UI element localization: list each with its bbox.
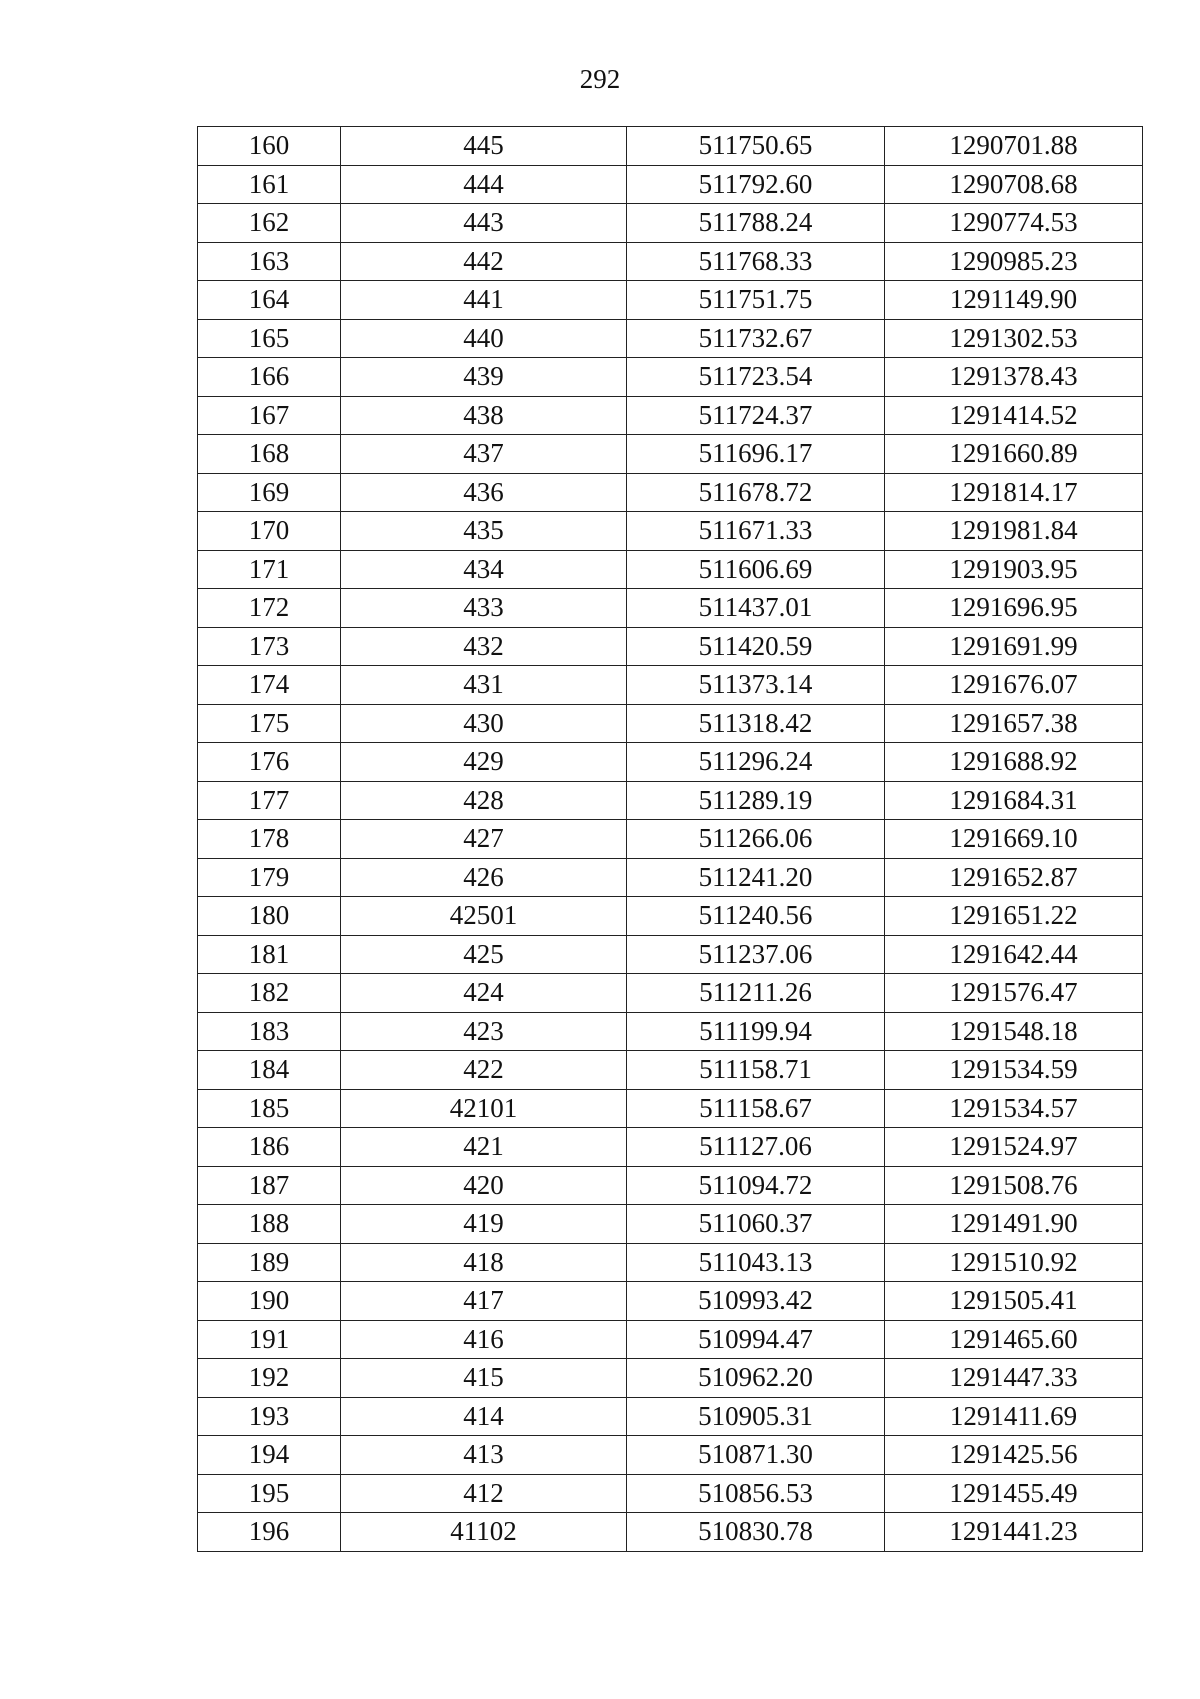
y-coordinate-cell: 1291441.23: [885, 1513, 1143, 1552]
point-id-cell: 413: [341, 1436, 627, 1475]
point-id-cell: 428: [341, 781, 627, 820]
point-id-cell: 420: [341, 1166, 627, 1205]
row-index-cell: 191: [198, 1320, 341, 1359]
x-coordinate-cell: 511199.94: [627, 1012, 885, 1051]
point-id-cell: 431: [341, 666, 627, 705]
x-coordinate-cell: 511211.26: [627, 974, 885, 1013]
row-index-cell: 174: [198, 666, 341, 705]
table-row: [198, 281, 1143, 320]
row-index-cell: 185: [198, 1089, 341, 1128]
y-coordinate-cell: 1291548.18: [885, 1012, 1143, 1051]
y-coordinate-cell: 1291676.07: [885, 666, 1143, 705]
x-coordinate-cell: 511241.20: [627, 858, 885, 897]
point-id-cell: 430: [341, 704, 627, 743]
row-index-cell: 184: [198, 1051, 341, 1090]
point-id-cell: 424: [341, 974, 627, 1013]
page-number: 292: [579, 64, 621, 94]
x-coordinate-cell: 511060.37: [627, 1205, 885, 1244]
row-index-cell: 179: [198, 858, 341, 897]
y-coordinate-cell: 1291510.92: [885, 1243, 1143, 1282]
table-row: [198, 1436, 1143, 1475]
x-coordinate-cell: 511289.19: [627, 781, 885, 820]
y-coordinate-cell: 1291688.92: [885, 743, 1143, 782]
x-coordinate-cell: 511750.65: [627, 127, 885, 166]
row-index-cell: 168: [198, 435, 341, 474]
coordinates-table: [197, 126, 1143, 1552]
row-index-cell: 196: [198, 1513, 341, 1552]
point-id-cell: 438: [341, 396, 627, 435]
point-id-cell: 443: [341, 204, 627, 243]
row-index-cell: 165: [198, 319, 341, 358]
table-row: [198, 242, 1143, 281]
row-index-cell: 192: [198, 1359, 341, 1398]
x-coordinate-cell: 511296.24: [627, 743, 885, 782]
row-index-cell: 167: [198, 396, 341, 435]
table-row: [198, 512, 1143, 551]
table-row: [198, 781, 1143, 820]
row-index-cell: 194: [198, 1436, 341, 1475]
table-row: [198, 935, 1143, 974]
table-row: [198, 396, 1143, 435]
row-index-cell: 187: [198, 1166, 341, 1205]
row-index-cell: 172: [198, 589, 341, 628]
point-id-cell: 419: [341, 1205, 627, 1244]
x-coordinate-cell: 510994.47: [627, 1320, 885, 1359]
point-id-cell: 433: [341, 589, 627, 628]
y-coordinate-cell: 1291691.99: [885, 627, 1143, 666]
table-row: [198, 1051, 1143, 1090]
point-id-cell: 423: [341, 1012, 627, 1051]
y-coordinate-cell: 1291903.95: [885, 550, 1143, 589]
table-row: [198, 1282, 1143, 1321]
row-index-cell: 169: [198, 473, 341, 512]
row-index-cell: 182: [198, 974, 341, 1013]
x-coordinate-cell: 511792.60: [627, 165, 885, 204]
row-index-cell: 166: [198, 358, 341, 397]
row-index-cell: 178: [198, 820, 341, 859]
row-index-cell: 188: [198, 1205, 341, 1244]
point-id-cell: 437: [341, 435, 627, 474]
point-id-cell: 417: [341, 1282, 627, 1321]
y-coordinate-cell: 1291414.52: [885, 396, 1143, 435]
row-index-cell: 176: [198, 743, 341, 782]
x-coordinate-cell: 511671.33: [627, 512, 885, 551]
y-coordinate-cell: 1291491.90: [885, 1205, 1143, 1244]
table-row: [198, 1397, 1143, 1436]
point-id-cell: 41102: [341, 1513, 627, 1552]
table-row: [198, 858, 1143, 897]
table-row: [198, 1243, 1143, 1282]
point-id-cell: 432: [341, 627, 627, 666]
table-row: [198, 127, 1143, 166]
y-coordinate-cell: 1291505.41: [885, 1282, 1143, 1321]
point-id-cell: 416: [341, 1320, 627, 1359]
x-coordinate-cell: 511318.42: [627, 704, 885, 743]
point-id-cell: 42101: [341, 1089, 627, 1128]
row-index-cell: 189: [198, 1243, 341, 1282]
row-index-cell: 175: [198, 704, 341, 743]
x-coordinate-cell: 510856.53: [627, 1474, 885, 1513]
y-coordinate-cell: 1290708.68: [885, 165, 1143, 204]
y-coordinate-cell: 1291696.95: [885, 589, 1143, 628]
point-id-cell: 439: [341, 358, 627, 397]
y-coordinate-cell: 1291508.76: [885, 1166, 1143, 1205]
point-id-cell: 425: [341, 935, 627, 974]
row-index-cell: 181: [198, 935, 341, 974]
y-coordinate-cell: 1291378.43: [885, 358, 1143, 397]
table-row: [198, 473, 1143, 512]
table-row: [198, 743, 1143, 782]
point-id-cell: 442: [341, 242, 627, 281]
point-id-cell: 441: [341, 281, 627, 320]
table-row: [198, 319, 1143, 358]
table-row: [198, 589, 1143, 628]
y-coordinate-cell: 1291465.60: [885, 1320, 1143, 1359]
point-id-cell: 445: [341, 127, 627, 166]
row-index-cell: 163: [198, 242, 341, 281]
row-index-cell: 186: [198, 1128, 341, 1167]
table-row: [198, 897, 1143, 936]
point-id-cell: 444: [341, 165, 627, 204]
y-coordinate-cell: 1291684.31: [885, 781, 1143, 820]
y-coordinate-cell: 1291302.53: [885, 319, 1143, 358]
x-coordinate-cell: 510905.31: [627, 1397, 885, 1436]
table-row: [198, 1513, 1143, 1552]
y-coordinate-cell: 1291652.87: [885, 858, 1143, 897]
table-row: [198, 627, 1143, 666]
row-index-cell: 162: [198, 204, 341, 243]
y-coordinate-cell: 1291576.47: [885, 974, 1143, 1013]
coordinates-table-body: [198, 127, 1143, 1552]
y-coordinate-cell: 1291651.22: [885, 897, 1143, 936]
table-row: [198, 358, 1143, 397]
x-coordinate-cell: 511788.24: [627, 204, 885, 243]
x-coordinate-cell: 511043.13: [627, 1243, 885, 1282]
y-coordinate-cell: 1291411.69: [885, 1397, 1143, 1436]
y-coordinate-cell: 1291660.89: [885, 435, 1143, 474]
y-coordinate-cell: 1291455.49: [885, 1474, 1143, 1513]
table-row: [198, 704, 1143, 743]
point-id-cell: 426: [341, 858, 627, 897]
row-index-cell: 164: [198, 281, 341, 320]
y-coordinate-cell: 1291534.57: [885, 1089, 1143, 1128]
row-index-cell: 161: [198, 165, 341, 204]
y-coordinate-cell: 1291642.44: [885, 935, 1143, 974]
point-id-cell: 415: [341, 1359, 627, 1398]
x-coordinate-cell: 511437.01: [627, 589, 885, 628]
point-id-cell: 434: [341, 550, 627, 589]
point-id-cell: 414: [341, 1397, 627, 1436]
x-coordinate-cell: 511768.33: [627, 242, 885, 281]
x-coordinate-cell: 511094.72: [627, 1166, 885, 1205]
x-coordinate-cell: 511606.69: [627, 550, 885, 589]
table-row: [198, 204, 1143, 243]
table-row: [198, 1128, 1143, 1167]
row-index-cell: 171: [198, 550, 341, 589]
y-coordinate-cell: 1291149.90: [885, 281, 1143, 320]
x-coordinate-cell: 510830.78: [627, 1513, 885, 1552]
x-coordinate-cell: 511724.37: [627, 396, 885, 435]
x-coordinate-cell: 511158.71: [627, 1051, 885, 1090]
x-coordinate-cell: 511751.75: [627, 281, 885, 320]
table-row: [198, 820, 1143, 859]
point-id-cell: 440: [341, 319, 627, 358]
y-coordinate-cell: 1291524.97: [885, 1128, 1143, 1167]
x-coordinate-cell: 510993.42: [627, 1282, 885, 1321]
y-coordinate-cell: 1290701.88: [885, 127, 1143, 166]
y-coordinate-cell: 1291447.33: [885, 1359, 1143, 1398]
row-index-cell: 173: [198, 627, 341, 666]
table-row: [198, 666, 1143, 705]
x-coordinate-cell: 510871.30: [627, 1436, 885, 1475]
table-row: [198, 1320, 1143, 1359]
row-index-cell: 195: [198, 1474, 341, 1513]
table-row: [198, 1166, 1143, 1205]
x-coordinate-cell: 511696.17: [627, 435, 885, 474]
x-coordinate-cell: 511420.59: [627, 627, 885, 666]
row-index-cell: 170: [198, 512, 341, 551]
x-coordinate-cell: 511732.67: [627, 319, 885, 358]
y-coordinate-cell: 1291981.84: [885, 512, 1143, 551]
table-row: [198, 550, 1143, 589]
point-id-cell: 42501: [341, 897, 627, 936]
row-index-cell: 177: [198, 781, 341, 820]
point-id-cell: 421: [341, 1128, 627, 1167]
x-coordinate-cell: 510962.20: [627, 1359, 885, 1398]
table-row: [198, 1012, 1143, 1051]
y-coordinate-cell: 1291425.56: [885, 1436, 1143, 1475]
point-id-cell: 412: [341, 1474, 627, 1513]
point-id-cell: 436: [341, 473, 627, 512]
point-id-cell: 422: [341, 1051, 627, 1090]
point-id-cell: 427: [341, 820, 627, 859]
row-index-cell: 180: [198, 897, 341, 936]
table-row: [198, 165, 1143, 204]
point-id-cell: 429: [341, 743, 627, 782]
y-coordinate-cell: 1291534.59: [885, 1051, 1143, 1090]
y-coordinate-cell: 1291814.17: [885, 473, 1143, 512]
x-coordinate-cell: 511158.67: [627, 1089, 885, 1128]
y-coordinate-cell: 1291669.10: [885, 820, 1143, 859]
x-coordinate-cell: 511237.06: [627, 935, 885, 974]
x-coordinate-cell: 511373.14: [627, 666, 885, 705]
table-row: [198, 974, 1143, 1013]
point-id-cell: 418: [341, 1243, 627, 1282]
row-index-cell: 190: [198, 1282, 341, 1321]
row-index-cell: 160: [198, 127, 341, 166]
y-coordinate-cell: 1290774.53: [885, 204, 1143, 243]
y-coordinate-cell: 1291657.38: [885, 704, 1143, 743]
x-coordinate-cell: 511266.06: [627, 820, 885, 859]
row-index-cell: 193: [198, 1397, 341, 1436]
x-coordinate-cell: 511678.72: [627, 473, 885, 512]
table-row: [198, 1205, 1143, 1244]
row-index-cell: 183: [198, 1012, 341, 1051]
table-row: [198, 1089, 1143, 1128]
table-row: [198, 435, 1143, 474]
x-coordinate-cell: 511127.06: [627, 1128, 885, 1167]
point-id-cell: 435: [341, 512, 627, 551]
table-row: [198, 1359, 1143, 1398]
x-coordinate-cell: 511240.56: [627, 897, 885, 936]
table-row: [198, 1474, 1143, 1513]
y-coordinate-cell: 1290985.23: [885, 242, 1143, 281]
x-coordinate-cell: 511723.54: [627, 358, 885, 397]
